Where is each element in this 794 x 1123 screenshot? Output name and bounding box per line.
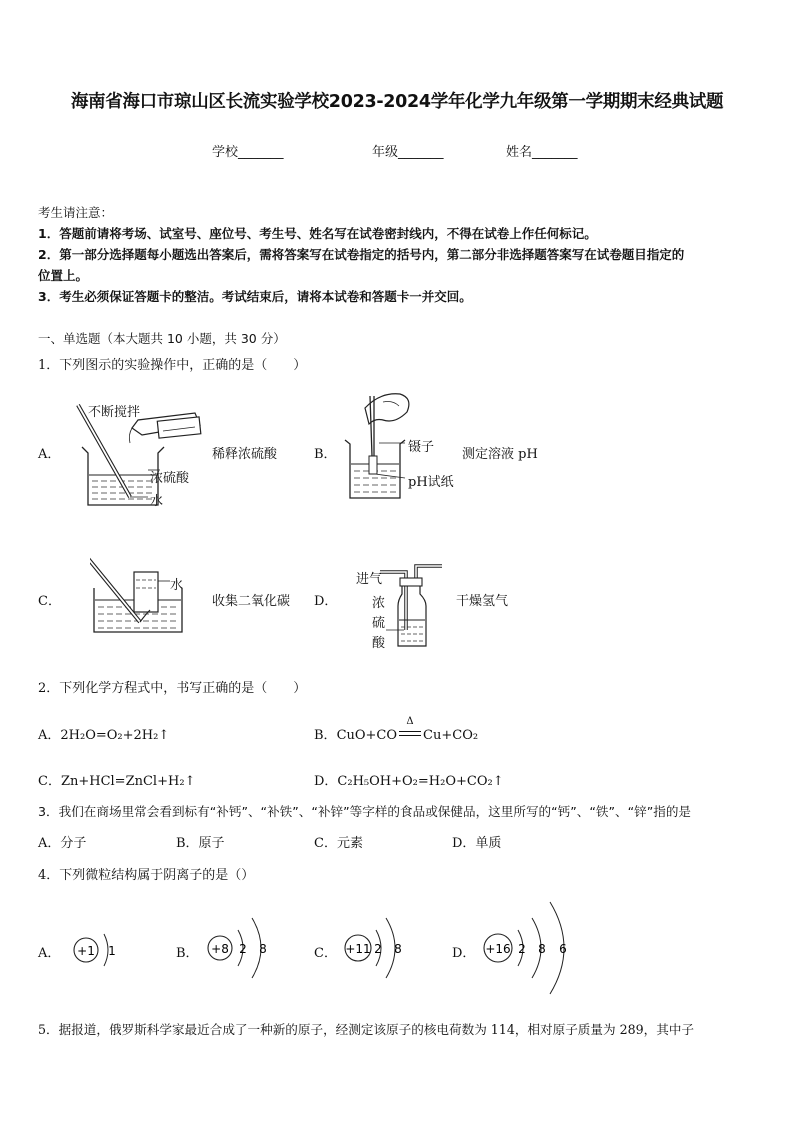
name-field: 姓名_______ <box>506 145 578 160</box>
shell-b-1: 2 <box>239 942 247 956</box>
school-field: 学校_______ <box>212 145 284 160</box>
equals-sign <box>399 731 421 736</box>
shell-c-2: 8 <box>394 942 402 956</box>
ph-test-diagram <box>335 388 415 508</box>
q2-option-b-letter: B． <box>314 728 337 743</box>
shell-d-1: 2 <box>518 942 526 956</box>
notice-item-1: 1．答题前请将考场、试室号、座位号、考生号、姓名写在试卷密封线内，不得在试卷上作任何标记。 <box>38 226 597 241</box>
question-3-stem: 3．我们在商场里常会看到标有“补钙”、“补铁”、“补锌”等字样的食品或保健品，这里所写的“钙”、“铁”、“锌”指的是 <box>38 804 692 819</box>
notice-heading: 考生请注意： <box>38 205 114 220</box>
shell-a-1: 1 <box>108 944 116 958</box>
atom-structure-d <box>480 898 590 998</box>
q2-option-d: D．C₂H₅OH+O₂=H₂O+CO₂↑ <box>314 774 504 789</box>
q3-option-d: D．单质 <box>452 836 502 851</box>
atom-structure-b <box>200 910 280 986</box>
q1-option-a-letter: A． <box>38 447 61 462</box>
shell-d-3: 6 <box>559 942 567 956</box>
water-label: 水 <box>150 494 164 509</box>
notice-item-2-cont: 位置上。 <box>38 268 89 283</box>
notice-item-2: 2．第一部分选择题每小题选出答案后，需将答案写在试卷指定的括号内，第二部分非选择题答案写在试卷题目指定的 <box>38 247 685 262</box>
atom-structure-a <box>70 920 130 980</box>
q1-option-a-caption: 稀释浓硫酸 <box>212 447 278 462</box>
tweezers-label: 镊子 <box>408 440 435 455</box>
heat-condition: Δ <box>406 716 414 727</box>
q1-option-c-letter: C． <box>38 594 61 609</box>
question-2-stem: 2．下列化学方程式中，书写正确的是（ ） <box>38 681 307 696</box>
dry-hydrogen-diagram <box>380 560 460 652</box>
question-4-stem: 4．下列微粒结构属于阴离子的是（） <box>38 868 255 883</box>
nucleus-charge-d: +16 <box>485 942 511 956</box>
q2-option-b-equals <box>397 716 423 743</box>
q2-option-b-rhs: Cu+CO₂ <box>423 728 479 743</box>
q3-option-b: B．原子 <box>176 836 225 851</box>
question-5-stem: 5．据报道，俄罗斯科学家最近合成了一种新的原子，经测定该原子的核电荷数为 114，相对原子质量为 289，其中子 <box>38 1022 695 1037</box>
acid-label: 浓硫酸 <box>150 471 190 486</box>
q4-option-d-letter: D． <box>452 946 476 961</box>
q2-option-a: A．2H₂O=O₂+2H₂↑ <box>38 728 170 743</box>
notice-item-3: 3．考生必须保证答题卡的整洁。考试结束后，请将本试卷和答题卡一并交回。 <box>38 289 472 304</box>
q1-option-b-caption: 测定溶液 pH <box>462 447 538 462</box>
shell-c-1: 2 <box>374 942 382 956</box>
q3-option-c: C．元素 <box>314 836 363 851</box>
q1-option-c-caption: 收集二氧化碳 <box>212 594 291 609</box>
q2-option-c: C．Zn+HCl=ZnCl+H₂↑ <box>38 774 196 789</box>
q4-option-c-letter: C． <box>314 946 337 961</box>
ph-paper-label: pH试纸 <box>408 475 454 490</box>
shell-d-2: 8 <box>538 942 546 956</box>
stir-label: 不断搅拌 <box>88 405 141 420</box>
collect-co2-diagram <box>90 550 200 638</box>
acid-char-3: 酸 <box>372 636 386 651</box>
gas-in-label: 进气 <box>356 572 383 587</box>
acid-char-1: 浓 <box>372 596 386 611</box>
q1-option-b-letter: B． <box>314 447 337 462</box>
section-heading: 一、单选题（本大题共 10 小题，共 30 分） <box>38 331 286 346</box>
question-1-stem: 1．下列图示的实验操作中，正确的是（ ） <box>38 358 307 373</box>
nucleus-charge-c: +11 <box>345 942 371 956</box>
q1-option-d-caption: 干燥氢气 <box>456 594 509 609</box>
q1-option-d-letter: D． <box>314 594 338 609</box>
q2-option-b-lhs: CuO+CO <box>336 728 398 743</box>
q4-option-a-letter: A． <box>38 946 61 961</box>
page-title: 海南省海口市琼山区长流实验学校2023-2024学年化学九年级第一学期期末经典试题 <box>70 92 724 112</box>
q2-option-b <box>314 716 479 743</box>
q3-option-a: A．分子 <box>38 836 87 851</box>
nucleus-charge-b: +8 <box>211 942 229 956</box>
water-label-c: 水 <box>170 578 184 593</box>
nucleus-charge-a: +1 <box>77 944 95 958</box>
grade-field: 年级_______ <box>372 145 444 160</box>
atom-structure-c <box>340 910 420 986</box>
acid-char-2: 硫 <box>372 616 386 631</box>
q4-option-b-letter: B． <box>176 946 199 961</box>
shell-b-2: 8 <box>259 942 267 956</box>
